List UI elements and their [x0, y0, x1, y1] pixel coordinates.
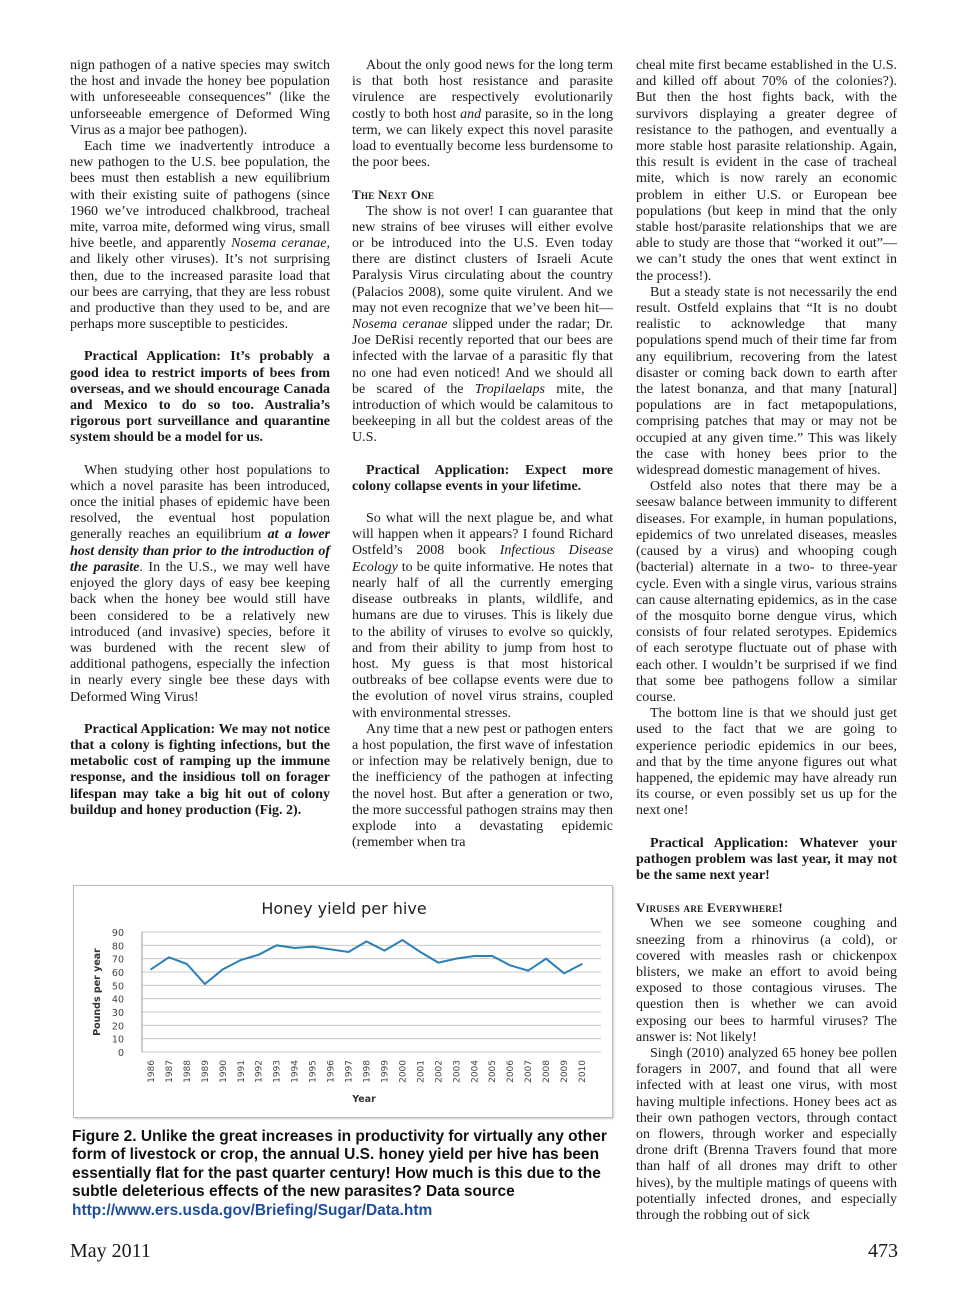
data-point: [366, 941, 368, 943]
text-run: at a lower host density than prior to the introduction of the parasite: [70, 527, 330, 575]
text-run: Viruses are Everywhere!: [636, 900, 783, 916]
text-run: The show is not over! I can guarantee that new strains of bee viruses will either evolve or be introduced into the U.S. Even today there are distinct clusters of Israeli Acute Paralysis Virus circulating about the country (Palacios 2008), some quite virulent. And we may not even recognize that we’ve been hit—: [352, 203, 613, 316]
figure-caption: [72, 1128, 617, 1220]
x-tick-label: 2001: [416, 1060, 427, 1083]
caption-text: Figure 2. Unlike the great increases in productivity for virtually any other form of livestock or crop, the annual U.S. honey yield per hive has been essentially flat for the past quarter century! How much is this due to the subtle deleterious effects of the new parasites? Data source: [72, 1128, 607, 1201]
data-point: [491, 955, 493, 957]
paragraph: [352, 58, 613, 171]
text-column-3: [636, 58, 897, 1224]
paragraph: [352, 204, 613, 447]
x-tick-label: 1998: [362, 1060, 373, 1083]
y-tick-label: 80: [111, 941, 124, 953]
paragraph: [636, 285, 897, 479]
x-tick-label: 2007: [524, 1060, 535, 1083]
data-point: [527, 970, 529, 972]
data-point: [258, 954, 260, 956]
x-tick-label: 1988: [182, 1060, 193, 1083]
data-point: [581, 963, 583, 965]
data-point: [348, 951, 350, 953]
y-tick-label: 30: [111, 1008, 124, 1019]
section-heading: [636, 900, 897, 916]
x-tick-label: 1992: [254, 1060, 265, 1083]
data-point: [402, 939, 404, 941]
x-tick-label: 2000: [398, 1060, 409, 1083]
x-tick-label: 1994: [290, 1060, 301, 1083]
x-tick-label: 1991: [236, 1060, 247, 1083]
data-line: [151, 940, 582, 984]
text-run: nign pathogen of a native species may switch the host and invade the honey bee population with unforeseeable consequences” (like the unforseeable emergence of Deformed Wing Virus as a major bee pathogen).: [70, 58, 330, 138]
text-column-1: [70, 58, 330, 835]
x-tick-label: 1989: [200, 1060, 211, 1083]
text-run: . In the U.S., we may well have enjoyed the glory days of easy bee keeping back when the honey bee would still have been considered to be a relatively new introduced (and invasive) species, before it was burdened with the recent slew of additional pathogens, especially the infection in nearly every single bee these days with Deformed Wing Virus!: [70, 559, 330, 705]
text-run: cheal mite first became established in the U.S. and killed off about 70% of the colonies?). But then the host fights back, with the survivors displaying a greater degree of resistance to the pathogen, and eventually a more stable host parasite relationship. Again, this result is evident in the case of tracheal mite, which is now rarely an economic problem in either U.S. or European bee populations (but keep in mind that the only stable host/parasite relationships that we are able to study are those that “worked it out”—we can’t study the ones that went extinct in the process!).: [636, 58, 897, 284]
data-point: [384, 950, 386, 952]
x-tick-label: 2002: [434, 1060, 445, 1083]
data-point: [168, 957, 170, 959]
chart-title: Honey yield per hive: [261, 899, 427, 918]
data-point: [509, 965, 511, 967]
data-point: [456, 958, 458, 960]
x-tick-label: 2008: [542, 1060, 553, 1083]
data-point: [294, 947, 296, 949]
text-run: Nosema ceranae: [352, 317, 448, 333]
paragraph: [636, 706, 897, 819]
data-point: [563, 973, 565, 975]
x-tick-label: 1996: [326, 1060, 337, 1083]
paragraph: [636, 916, 897, 1046]
x-tick-label: 1987: [164, 1060, 175, 1083]
paragraph: [636, 479, 897, 706]
practical-application: [70, 722, 330, 819]
x-tick-label: 2004: [470, 1060, 481, 1083]
x-tick-label: 2003: [452, 1060, 463, 1083]
x-tick-label: 1990: [218, 1060, 229, 1083]
text-run: When we see someone coughing and sneezing from a rhinovirus (a cold), or covered with measles rash or chickenpox blisters, we make an effort to avoid being exposed to those contagious viruses. The question then is whether we can avoid exposing our bees to harmful viruses? The answer is: Not likely!: [636, 916, 897, 1045]
text-run: So what will the next plague be, and what will happen when it appears? I found Richard Ostfeld’s 2008 book: [352, 511, 613, 559]
paragraph: [636, 1046, 897, 1224]
y-tick-label: 0: [117, 1048, 124, 1059]
y-tick-label: 10: [111, 1034, 124, 1046]
x-tick-label: 2006: [506, 1060, 517, 1083]
y-tick-label: 20: [111, 1021, 124, 1033]
data-point: [312, 946, 314, 948]
text-run: Nosema ceranae: [231, 236, 327, 252]
text-run: mite, the introduction of which would be calamitous to beekeeping in all but the coldest areas of the U.S.: [352, 381, 613, 446]
y-tick-label: 50: [111, 981, 124, 993]
x-tick-label: 1986: [146, 1060, 157, 1083]
text-run: Practical Application: Expect more colony collapse events in your lifetime.: [352, 462, 613, 494]
data-point: [438, 962, 440, 964]
footer-date: May 2011: [70, 1240, 151, 1262]
text-run: Tropilaelaps: [474, 381, 546, 397]
section-heading: [352, 187, 613, 203]
text-run: and: [460, 106, 482, 122]
data-point: [420, 951, 422, 953]
text-run: , and likely other viruses). It’s not surprising then, due to the increased parasite load that our bees are carrying, that they are less robust and productive than they used to be, and are perhaps more susceptible to pesticides.: [70, 236, 331, 333]
x-tick-label: 2010: [578, 1060, 589, 1083]
x-tick-label: 2009: [560, 1060, 571, 1083]
honey-yield-chart: [73, 885, 613, 1118]
text-run: But a steady state is not necessarily the end result. Ostfeld explains that “It is no doubt realistic to acknowledge that many populations spend much of their time far from any equilibrium, recovering from the latest disaster or coming back down to earth after the latest bonanza, and that many [natural] populations are in fact metapopulations, comprising patches that may or may not be occupied at any given time.” This was likely the case with honey bees prior to the widespread domestic management of hives.: [636, 284, 897, 479]
paragraph: [70, 463, 330, 706]
data-point: [276, 945, 278, 947]
x-tick-label: 1995: [308, 1060, 319, 1083]
data-point: [545, 958, 547, 960]
paragraph: [70, 139, 330, 333]
text-run: Practical Application: It’s probably a good idea to restrict imports of bees from overseas, and we should encourage Canada and Mexico to do so too. Australia’s rigorous port surveillance and quarantine system should be a model for us.: [70, 349, 330, 446]
text-run: Practical Application: Whatever your pathogen problem was last year, it may not be the same next year!: [636, 835, 897, 883]
text-run: parasite, so in the long term, we can likely expect this novel parasite load to eventually become less burdensome to the poor bees.: [352, 106, 613, 171]
data-point: [222, 969, 224, 971]
data-point: [150, 969, 152, 971]
data-point: [330, 949, 332, 951]
x-tick-label: 2005: [488, 1060, 499, 1083]
y-tick-label: 70: [111, 954, 124, 966]
practical-application: [636, 836, 897, 885]
text-run: Infectious Disease Ecology: [352, 543, 613, 575]
data-point: [204, 983, 206, 985]
data-point: [186, 963, 188, 965]
text-run: to be quite informative. He notes that nearly half of all the currently emerging disease outbreaks in plants, wildlife, and humans are due to viruses. This is likely due to the ability of viruses to evolve so quickly, and from their ability to jump from host to host. My guess is that most historical outbreaks of bee collapse events were due to the evolution of novel virus strains, coupled with environmental stresses.: [352, 559, 613, 721]
text-run: The Next One: [352, 187, 435, 203]
chart-svg: [74, 886, 612, 1117]
data-point: [240, 959, 242, 961]
text-run: When studying other host populations to which a novel parasite has been introduced, once the initial phases of epidemic have been resolved, the eventual host population generally reaches an equilibrium: [70, 462, 330, 543]
data-point: [473, 955, 475, 957]
paragraph: [352, 722, 613, 852]
text-run: Singh (2010) analyzed 65 honey bee pollen foragers in 2007, and found that all were infected with at least one virus, with most having multiple infections. Honey bees act as their own pathogen vectors, through contact on flowers, through worker and especially drone drift (Brenna Travers found that more than half of all drones may drift to other hives), by the multiple matings of queens with potentially infected drones, and especially through the robbing out of sick: [636, 1045, 897, 1224]
text-run: Practical Application: We may not notice that a colony is fighting infections, but the metabolic cost of ramping up the immune response, and the insidious toll on forager lifespan may take a big hit out of colony buildup and honey production (Fig. 2).: [70, 721, 330, 818]
y-tick-label: 90: [111, 928, 124, 939]
x-tick-label: 1997: [344, 1060, 355, 1083]
text-run: Ostfeld also notes that there may be a seesaw balance between immunity to different diseases. For example, in human populations, epidemics of two unrelated diseases, measles (caused by a virus) and whooping cough (bacterial) alternate in a two- to three-year cycle. Even with a single virus, various strains can cause alternating epidemics, as in the case of the mosquito borne dengue virus, which consists of four related serotypes. Epidemics of each serotype fluctuate out of phase with each other. I wouldn’t be surprised if we find that some bee pathogens follow a similar course.: [636, 479, 897, 705]
text-run: About the only good news for the long term is that both host resistance and parasite virulence are respectively evolutionarily costly to both host: [352, 58, 613, 122]
text-column-2: [352, 58, 613, 851]
x-tick-label: 1999: [380, 1060, 391, 1083]
y-tick-label: 40: [111, 994, 124, 1006]
paragraph: [352, 511, 613, 722]
y-axis-label: Pounds per year: [92, 948, 103, 1036]
text-run: The bottom line is that we should just get used to the fact that we are going to experience periodic epidemics in our bees, and that by the time anyone figures out what happened, the epidemic may have already run its course, or even possibly set us up for the next one!: [636, 706, 897, 819]
text-run: Any time that a new pest or pathogen enters a host population, the first wave of infestation or infection may be relatively benign, due to the inefficiency of the pathogen at infecting the novel host. But after a generation or two, the more successful pathogen strains may then explode into a devastating epidemic (remember when tra: [352, 721, 613, 851]
paragraph: [636, 58, 897, 285]
data-source-link[interactable]: http://www.ers.usda.gov/Briefing/Sugar/Data.htm: [72, 1201, 433, 1219]
practical-application: [70, 349, 330, 446]
y-tick-label: 60: [111, 968, 124, 979]
paragraph: [70, 58, 330, 139]
page-number: 473: [868, 1240, 898, 1262]
text-run: slipped under the radar; Dr. Joe DeRisi recently reported that our bees are infected with the larvae of a parasitic fly that no one had even noticed! And we should all be scared of the: [352, 317, 613, 397]
practical-application: [352, 463, 613, 495]
x-axis-label: Year: [352, 1094, 376, 1105]
text-run: Each time we inadvertently introduce a new pathogen to the U.S. bee population, the bees must then establish a new equilibrium with their existing suite of pathogens (since 1960 we’ve introduced chalkbrood, tracheal mite, varroa mite, deformed wing virus, small hive beetle, and apparently: [70, 139, 330, 252]
x-tick-label: 1993: [272, 1060, 283, 1083]
